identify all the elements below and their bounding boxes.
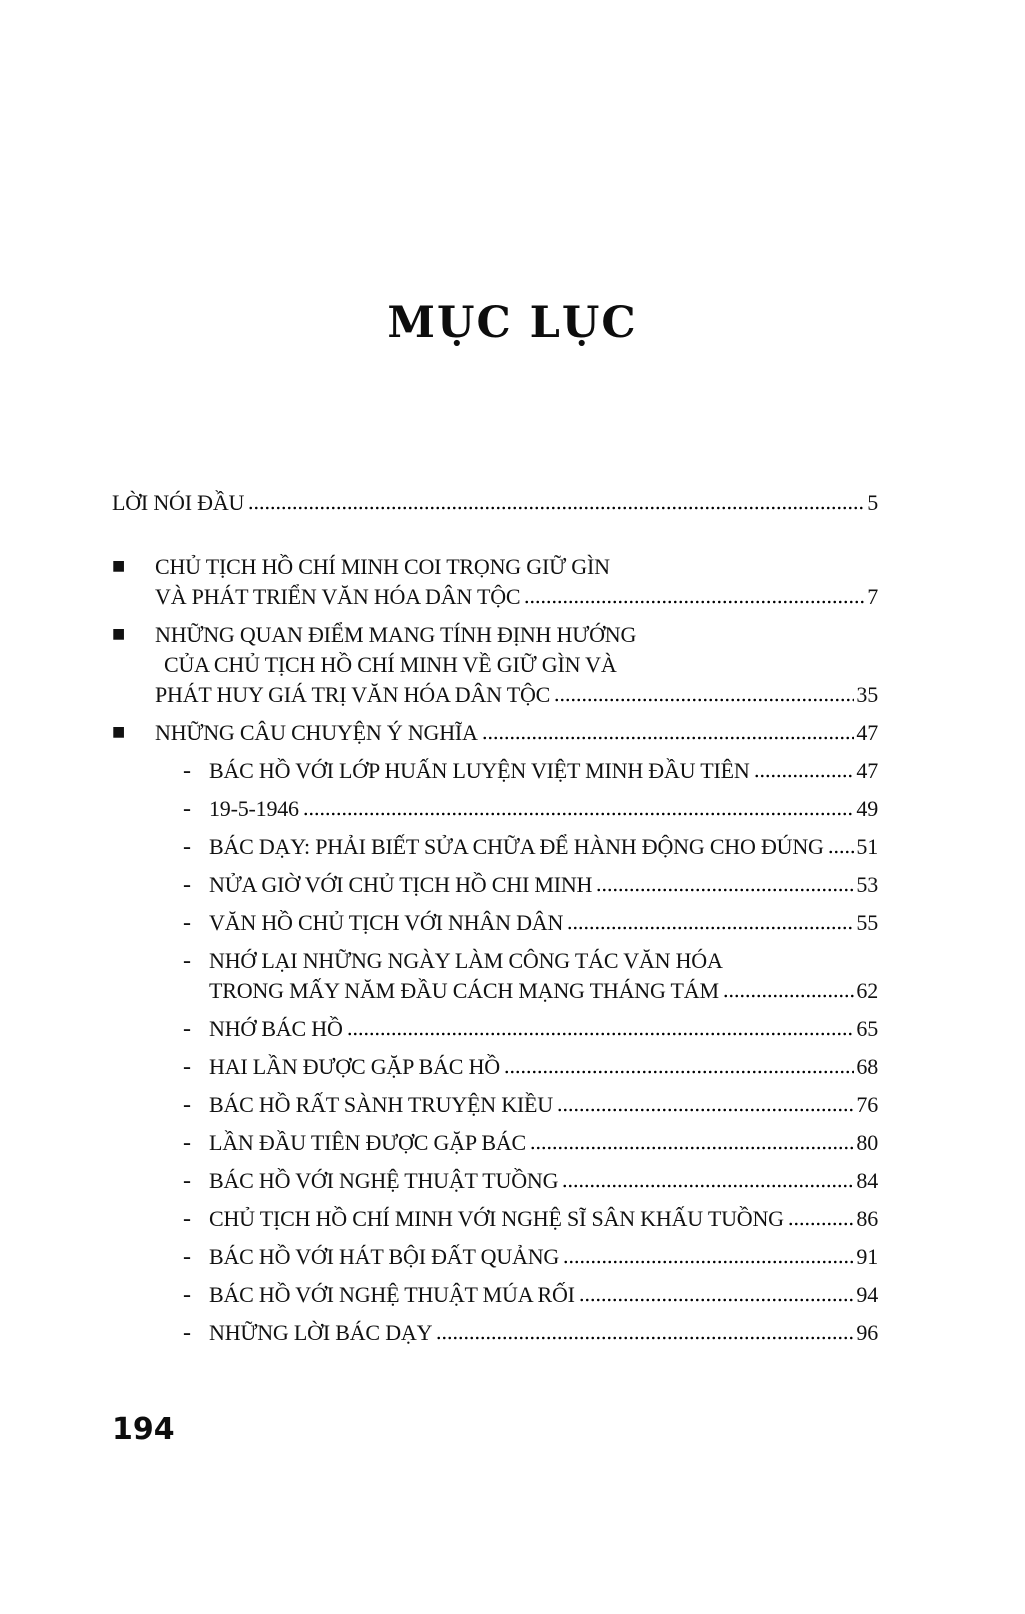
toc-entry-label: PHÁT HUY GIÁ TRỊ VĂN HÓA DÂN TỘC bbox=[155, 682, 551, 707]
bullet-square-icon: ■ bbox=[112, 558, 126, 574]
dash-icon: - bbox=[183, 1282, 191, 1308]
toc-entry-page: 76 bbox=[856, 1092, 878, 1117]
dot-leader bbox=[562, 1182, 854, 1190]
toc-entry-label: TRONG MẤY NĂM ĐẦU CÁCH MẠNG THÁNG TÁM bbox=[209, 978, 719, 1003]
toc-entry-label: CHỦ TỊCH HỒ CHÍ MINH VỚI NGHỆ SĨ SÂN KHẤU TUỒNG bbox=[209, 1206, 784, 1231]
toc-entry bbox=[112, 1090, 878, 1120]
toc-entry bbox=[112, 1128, 878, 1158]
toc-entry-label: LẦN ĐẦU TIÊN ĐƯỢC GẶP BÁC bbox=[209, 1130, 527, 1155]
dot-leader bbox=[347, 1030, 855, 1038]
dash-icon: - bbox=[183, 1320, 191, 1346]
dot-leader bbox=[524, 598, 865, 606]
toc-entry-page: 86 bbox=[856, 1206, 878, 1231]
dash-icon: - bbox=[183, 834, 191, 860]
dot-leader bbox=[828, 848, 855, 856]
toc-entry-label: NHỮNG LỜI BÁC DẠY bbox=[209, 1320, 433, 1345]
toc-entry-page: 53 bbox=[856, 872, 878, 897]
toc-entry-page: 65 bbox=[856, 1016, 878, 1041]
dash-icon: - bbox=[183, 1130, 191, 1156]
toc-entry bbox=[112, 1204, 878, 1234]
toc-entry-label: CHỦ TỊCH HỒ CHÍ MINH COI TRỌNG GIỮ GÌN bbox=[155, 554, 610, 579]
toc-entry-page: 47 bbox=[856, 758, 878, 783]
toc-entry-label: VÀ PHÁT TRIỂN VĂN HÓA DÂN TỘC bbox=[155, 584, 521, 609]
dash-icon: - bbox=[183, 1206, 191, 1232]
dash-icon: - bbox=[183, 1092, 191, 1118]
dash-icon: - bbox=[183, 1244, 191, 1270]
toc-entry bbox=[112, 908, 878, 938]
dot-leader bbox=[303, 810, 855, 818]
toc-entry-label: BÁC HỒ VỚI NGHỆ THUẬT MÚA RỐI bbox=[209, 1282, 575, 1307]
toc-entry bbox=[112, 794, 878, 824]
toc-entry-label: NHỚ BÁC HỒ bbox=[209, 1016, 343, 1041]
toc-entry bbox=[112, 832, 878, 862]
toc-entry-page: 7 bbox=[867, 584, 878, 609]
dot-leader bbox=[557, 1106, 854, 1114]
toc-entry-page: 55 bbox=[856, 910, 878, 935]
toc-entry-page: 96 bbox=[856, 1320, 878, 1345]
page-title: MỤC LỤC bbox=[387, 298, 638, 348]
dot-leader bbox=[788, 1220, 855, 1228]
dot-leader bbox=[596, 886, 854, 894]
toc-entry bbox=[112, 1242, 878, 1272]
dash-icon: - bbox=[183, 758, 191, 784]
toc-entry-page: 51 bbox=[856, 834, 878, 859]
toc-entry bbox=[112, 1318, 878, 1348]
dash-icon: - bbox=[183, 1054, 191, 1080]
dot-leader bbox=[482, 734, 855, 742]
toc-entry-label: HAI LẦN ĐƯỢC GẶP BÁC HỒ bbox=[209, 1054, 500, 1079]
toc-entry-page: 35 bbox=[856, 682, 878, 707]
dash-icon: - bbox=[183, 872, 191, 898]
toc-entry-page: 84 bbox=[856, 1168, 878, 1193]
toc-entry bbox=[112, 756, 878, 786]
toc-entry bbox=[112, 552, 878, 612]
toc-entry-label: BÁC HỒ VỚI HÁT BỘI ĐẤT QUẢNG bbox=[209, 1244, 560, 1269]
toc-entry-label: 19-5-1946 bbox=[209, 796, 299, 821]
dot-leader bbox=[579, 1296, 855, 1304]
dot-leader bbox=[436, 1334, 854, 1342]
dot-leader bbox=[504, 1068, 854, 1076]
toc-entry-label: BÁC HỒ VỚI LỚP HUẤN LUYỆN VIỆT MINH ĐẦU TIÊN bbox=[209, 758, 750, 783]
page-number: 194 bbox=[112, 1412, 175, 1447]
dot-leader bbox=[723, 992, 855, 1000]
toc-entry-label: BÁC HỒ VỚI NGHỆ THUẬT TUỒNG bbox=[209, 1168, 559, 1193]
dash-icon: - bbox=[183, 910, 191, 936]
toc-entry-label: NHỮNG QUAN ĐIỂM MANG TÍNH ĐỊNH HƯỚNG bbox=[155, 622, 637, 647]
toc-entry bbox=[112, 620, 878, 710]
toc-entry bbox=[112, 1052, 878, 1082]
toc-entry-label: BÁC DẠY: PHẢI BIẾT SỬA CHỮA ĐỂ HÀNH ĐỘNG CHO ĐÚNG bbox=[209, 834, 824, 859]
toc-entry bbox=[112, 1280, 878, 1310]
dash-icon: - bbox=[183, 1168, 191, 1194]
toc-entry-label: NHỚ LẠI NHỮNG NGÀY LÀM CÔNG TÁC VĂN HÓA bbox=[209, 948, 723, 973]
toc-entry-page: 94 bbox=[856, 1282, 878, 1307]
toc-entry bbox=[112, 1166, 878, 1196]
toc-entry-label: NHỮNG CÂU CHUYỆN Ý NGHĨA bbox=[155, 720, 478, 745]
toc-entry-label: BÁC HỒ RẤT SÀNH TRUYỆN KIỀU bbox=[209, 1092, 553, 1117]
bullet-square-icon: ■ bbox=[112, 724, 126, 740]
toc-list bbox=[112, 488, 878, 1356]
toc-entry-page: 91 bbox=[856, 1244, 878, 1269]
dot-leader bbox=[563, 1258, 854, 1266]
dash-icon: - bbox=[183, 948, 191, 974]
toc-entry-page: 62 bbox=[856, 978, 878, 1003]
toc-entry-label: LỜI NÓI ĐẦU bbox=[112, 490, 245, 515]
toc-entry-label: VĂN HỒ CHỦ TỊCH VỚI NHÂN DÂN bbox=[209, 910, 564, 935]
dash-icon: - bbox=[183, 796, 191, 822]
toc-entry bbox=[112, 718, 878, 748]
bullet-square-icon: ■ bbox=[112, 626, 126, 642]
toc-entry-page: 68 bbox=[856, 1054, 878, 1079]
toc-entry bbox=[112, 946, 878, 1006]
toc-entry-page: 47 bbox=[856, 720, 878, 745]
dot-leader bbox=[754, 772, 855, 780]
toc-entry-page: 49 bbox=[856, 796, 878, 821]
toc-entry-page: 5 bbox=[867, 490, 878, 515]
toc-entry bbox=[112, 1014, 878, 1044]
toc-entry-page: 80 bbox=[856, 1130, 878, 1155]
toc-entry bbox=[112, 488, 878, 518]
toc-entry-label: CỦA CHỦ TỊCH HỒ CHÍ MINH VỀ GIỮ GÌN VÀ bbox=[164, 652, 617, 677]
dash-icon: - bbox=[183, 1016, 191, 1042]
dot-leader bbox=[248, 504, 865, 512]
toc-entry-label: NỬA GIỜ VỚI CHỦ TỊCH HỒ CHI MINH bbox=[209, 872, 593, 897]
dot-leader bbox=[554, 696, 854, 704]
dot-leader bbox=[567, 924, 854, 932]
dot-leader bbox=[530, 1144, 854, 1152]
toc-entry bbox=[112, 870, 878, 900]
